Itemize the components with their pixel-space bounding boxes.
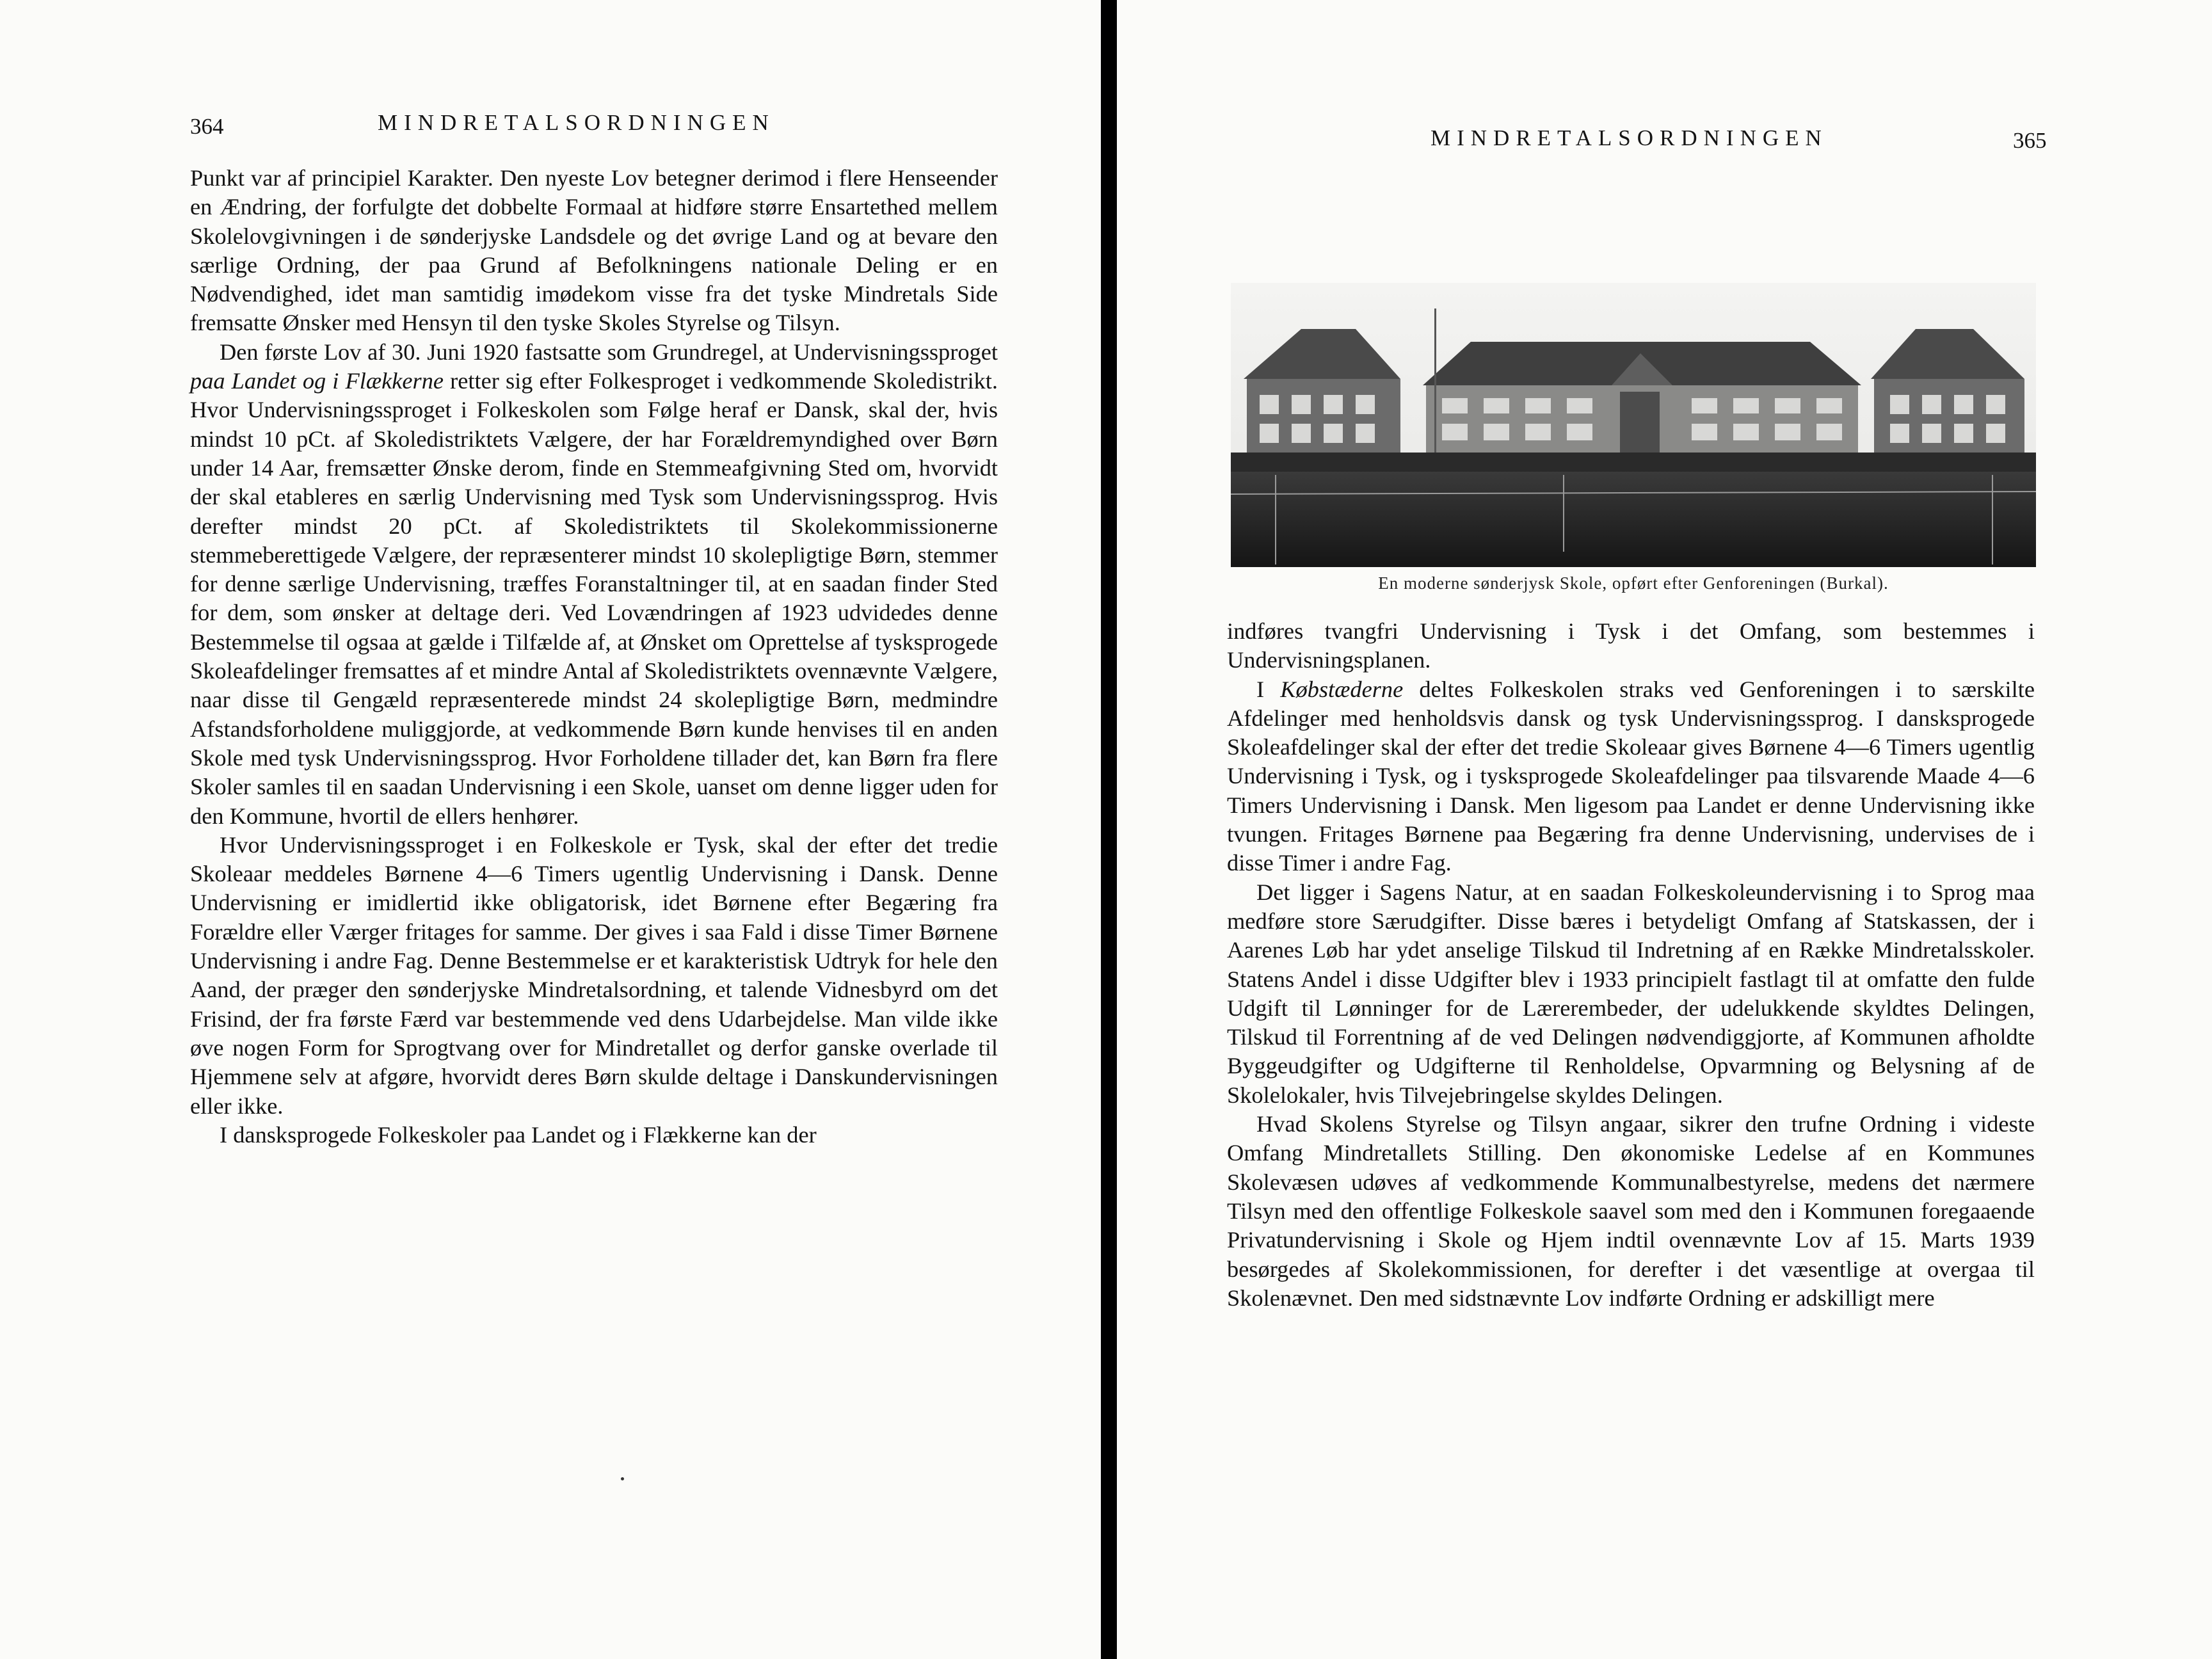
paragraph: Det ligger i Sagens Natur, at en saadan Folkeskoleundervisning i to Sprog maa medføre store Særudgifter. Disse bæres i betydeligt Omfang af Statskassen, der i Aarenes Løb har ydet anselige Tilskud til Indretning af en Række Mindretalsskoler. Statens Andel i disse Udgifter blev i 1933 principielt fastlagt til at omfatte den fulde Udgift til Lønninger for de Lærerembeder, der udelukkende skyldtes Delingen, Tilskud til Forrentning af de ved Delingen nødvendiggjorte, af Kommunen afholdte Byggeudgifter og Udgifterne til Renholdelse, Opvarmning og Belysning af de Skolelokaler, hvis Tilvejebringelse skyldes Delingen.: [1227, 879, 2035, 1108]
italic-phrase: Købstæderne: [1280, 676, 1404, 702]
paragraph: Hvad Skolens Styrelse og Tilsyn angaar, sikrer den trufne Ordning i videste Omfang Mindretallets Stilling. Den økonomiske Ledelse af en Kommunes Skolevæsen udøves af vedkommende Kommunalbestyrelse, medens det nærmere Tilsyn med den offentlige Folkeskole saavel som med den i Kommunen foregaaende Privatundervisning i Skole og Hjem indtil ovennævnte Lov af 15. Marts 1939 besørgedes af Skolekommissionen, for derefter i det væsentlige at overgaa til Skolenævnet. Den med sidstnævnte Lov indførte Ordning er adskilligt mere: [1227, 1111, 2035, 1311]
left-page: [0, 0, 1101, 1659]
right-body-text: [1227, 617, 2035, 1313]
italic-phrase: paa Landet og i Flækkerne: [190, 368, 444, 394]
ink-speck: [621, 1477, 624, 1480]
paragraph: indføres tvangfri Undervisning i Tysk i det Omfang, som bestemmes i Undervisningsplanen.: [1227, 618, 2035, 673]
paragraph: Punkt var af principiel Karakter. Den nyeste Lov betegner derimod i flere Henseender en Ændring, der forfulgte det dobbelte Formaal at hidføre større Ensartethed mellem Skolelovgivningen i de sønderjyske Landsdele og det øvrige Land og at bevare den særlige Ordning, der paa Grund af Befolkningens nationale Deling er en Nødvendighed, idet man samtidig imødekom visse fra det tyske Mindretals Side fremsatte Ønsker med Hensyn til den tyske Skoles Styrelse og Tilsyn.: [190, 165, 998, 336]
running-head: MINDRETALSORDNINGEN: [378, 110, 775, 135]
right-page: [1117, 0, 2212, 1659]
paragraph: Hvor Undervisningssproget i en Folkeskole er Tysk, skal der efter det tredie Skoleaar meddeles Børnene 4—6 Timers ugentlig Undervisning i Dansk. Denne Undervisning er imidlertid ikke obligatorisk, idet Børnene efter Begæring fra Forældre eller Værger fritages for samme. Der gives i saa Fald i disse Timer Børnene Undervisning i andre Fag. Denne Bestemmelse er et karakteristisk Udtryk for hele den Aand, der præger den sønderjyske Mindretalsordning, et talende Vidnesbyrd om det Frisind, der fra første Færd var bestemmende ved dens Udarbejdelse. Man vilde ikke øve nogen Form for Sprogtvang over for Mindretallet og derfor ganske overlade til Hjemmene selv at afgøre, hvorvidt deres Børn skulde deltage i Danskundervisningen eller ikke.: [190, 831, 998, 1119]
running-head: MINDRETALSORDNINGEN: [1431, 125, 1828, 150]
paragraph: I dansksprogede Folkeskoler paa Landet og i Flækkerne kan der: [220, 1121, 817, 1148]
figure-caption: En moderne sønderjysk Skole, opført efter Genforeningen (Burkal).: [1378, 573, 1889, 593]
paragraph: Den første Lov af 30. Juni 1920 fastsatte som Grundregel, at Undervisningssproget paa Landet og i Flækkerne retter sig efter Folkesproget i vedkommende Skoledistrikt. Hvor Undervisningssproget i Folkeskolen som Følge heraf er Dansk, skal der, hvis mindst 10 pCt. af Skoledistriktets Vælgere, der har Forældremyndighed over Børn under 14 Aar, fremsætter Ønske derom, finde en Stemmeafgivning Sted om, hvorvidt der skal etableres en særlig Undervisning med Tysk som Undervisningssprog. Hvis derefter mindst 20 pCt. af Skoledistriktets til Skolekommissionerne stemmeberettigede Vælgere, der repræsenterer mindst 10 skolepligtige Børn, stemmer for denne særlige Undervisning, træffes Foranstaltninger til, at en saadan finder Sted for dem, som ønsker at deltage deri. Ved Lovændringen af 1923 udvidedes denne Bestemmelse til ogsaa at gælde i Tilfælde af, at Ønsket om Oprettelse af tysksprogede Skoleafdelinger fremsattes af et mindre Antal af Skoledistriktets ovennævnte Vælgere, naar disse til Gengæld repræsenterede mindst 24 skolepligtige Børn, medmindre Afstandsforholdene muliggjorde, at vedkommende Børn kunde henvises til en anden Skole med tysk Undervisningssprog. Hvor Forholdene tillader det, kan Børn fra flere Skoler samles til en saadan Undervisning i een Skole, uanset om denne ligger uden for den Kommune, hvortil de ellers henhører.: [190, 339, 998, 829]
school-photograph: [1231, 283, 2036, 567]
page-number: 365: [2013, 128, 2047, 153]
left-body-text: [190, 164, 998, 1150]
paragraph: I Købstæderne deltes Folkeskolen straks ved Genforeningen i to særskilte Afdelinger med henholdsvis dansk og tysk Undervisningssprog. I dansksprogede Skoleafdelinger skal der efter det tredie Skoleaar gives Børnene 4—6 Timers ugentlig Undervisning i Tysk, og i tysksprogede Skoleafdelinger paa tilsvarende Maade 4—6 Timers Undervisning i Dansk. Men ligesom paa Landet er denne Undervisning ikke tvungen. Fritages Børnene paa Begæring fra denne Undervisning, undervises de i disse Timer i andre Fag.: [1227, 676, 2035, 876]
page-number: 364: [190, 114, 224, 139]
